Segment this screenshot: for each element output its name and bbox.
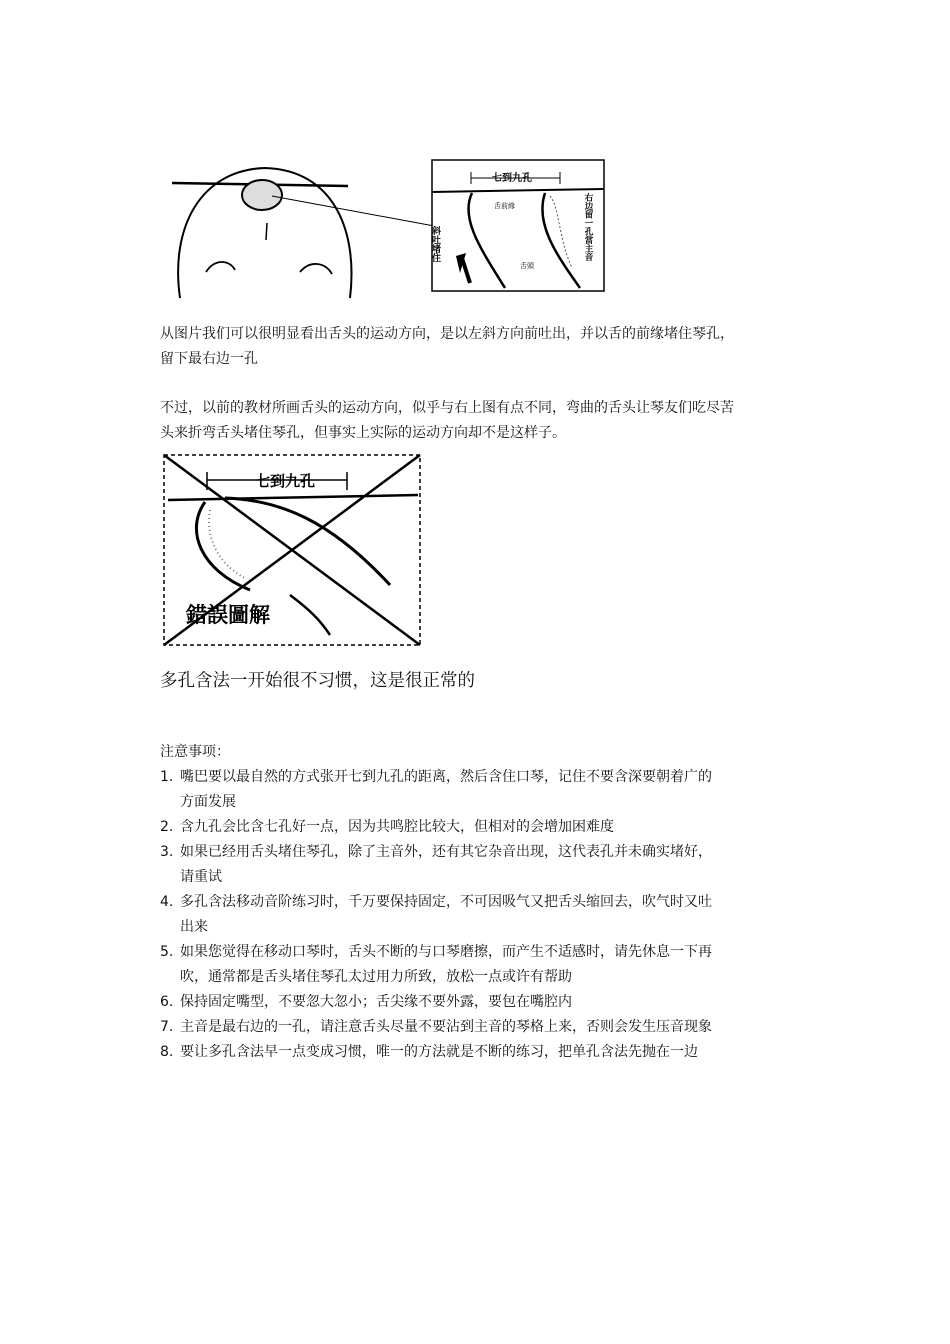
paragraph-old-textbook: 不过，以前的教材所画舌头的运动方向，似乎与右上图有点不同，弯曲的舌头让琴友们吃尽苦头来折弯舌头堵住琴孔，但事实上实际的运动方向却不是这样子。 (160, 400, 734, 441)
list-item: 5. 如果您觉得在移动口琴时，舌头不断的与口琴磨擦，而产生不适感时，请先休息一下再吹，通常都是舌头堵住琴孔太过用力所致，放松一点或许有帮助 (160, 944, 712, 985)
list-item: 3. 如果已经用舌头堵住琴孔，除了主音外，还有其它杂音出现，这代表孔并未确实堵好，请重试 (160, 844, 712, 885)
figure1-tongue-edge-label: 舌前緣 (494, 202, 515, 210)
figure2-header-label: 七到九孔 (255, 472, 316, 490)
figure1-right-label: 右边留一孔當主音 (583, 193, 593, 261)
list-item: 8. 要让多孔含法早一点变成习惯，唯一的方法就是不断的练习，把单孔含法先抛在一边 (160, 1044, 698, 1060)
notes-title: 注意事项： (160, 744, 230, 760)
figure1-left-label: 斜吐堵住 (430, 226, 440, 262)
list-item: 6. 保持固定嘴型，不要忽大忽小；舌尖缘不要外露，要包在嘴腔内 (160, 994, 572, 1010)
list-item: 1. 嘴巴要以最自然的方式张开七到九孔的距离，然后含住口琴，记住不要含深要朝着广的方面发展 (160, 769, 712, 810)
figure1-tongue-label: 舌頭 (520, 262, 534, 270)
big-statement: 多孔含法一开始很不习惯，这是很正常的 (160, 671, 475, 691)
list-item: 7. 主音是最右边的一孔，请注意舌头尽量不要沾到主音的琴格上来，否则会发生压音现象 (160, 1019, 712, 1035)
figure2-error-label: 錯誤圖解 (186, 603, 270, 627)
notes-list (160, 765, 720, 1065)
paragraph-tongue-direction: 从图片我们可以很明显看出舌头的运动方向，是以左斜方向前吐出，并以舌的前缘堵住琴孔，留下最右边一孔 (160, 326, 734, 367)
wrong-diagram-figure (160, 450, 424, 650)
list-item: 4. 多孔含法移动音阶练习时，千万要保持固定，不可因吸气又把舌头缩回去，吹气时又吐出来 (160, 894, 712, 935)
list-item: 2. 含九孔会比含七孔好一点，因为共鸣腔比较大，但相对的会增加困难度 (160, 819, 614, 835)
tongue-direction-figure (160, 148, 610, 300)
figure1-header-label: 七到九孔 (492, 173, 532, 184)
